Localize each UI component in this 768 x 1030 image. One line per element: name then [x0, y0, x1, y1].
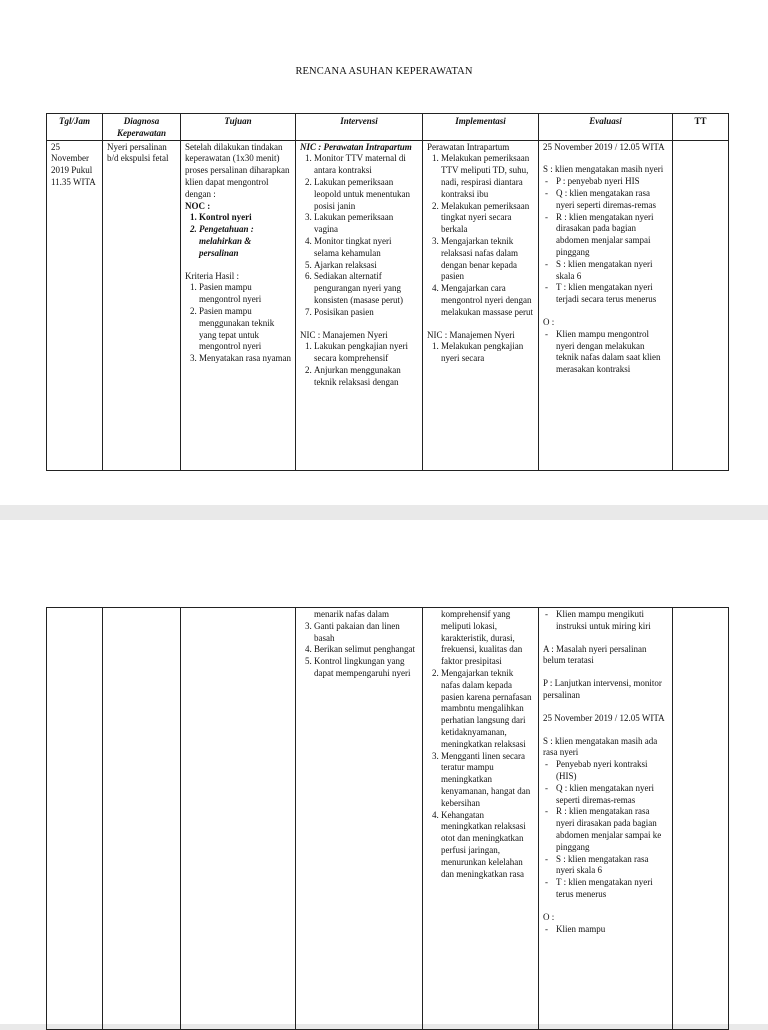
cell-tgl [47, 140, 103, 470]
cell-tujuan [181, 608, 296, 1030]
cell-tgl [47, 608, 103, 1030]
evaluasi-date: 25 November 2019 / 12.05 WITA [543, 141, 665, 152]
evaluasi-item: - Klien mampu [556, 924, 668, 936]
kriteria-item: 2. Pasien mampu menggunakan teknik yang tepat untuk mengontrol nyeri [199, 306, 291, 353]
kriteria-label: Kriteria Hasil : [185, 270, 239, 281]
cell-tt [673, 140, 729, 470]
implementasi-item: 2. Mengajarkan teknik nafas dalam kepada pasien karena pernafasan mambntu mengalihkan perhatian langsung dari ketidaknyamanan, meningkatkan relaksasi [441, 668, 534, 751]
col-header-tujuan: Tujuan [181, 114, 296, 141]
nic-label: NIC : Manajemen Nyeri [300, 329, 388, 340]
care-plan-table-continued [46, 607, 729, 1030]
intervensi-item: 5. Ajarkan relaksasi [314, 260, 418, 272]
cell-evaluasi [539, 140, 673, 470]
evaluasi-item: - Q : klien mengatakan nyeri seperti diremas-remas [556, 783, 668, 807]
intervensi-item: 5. Kontrol lingkungan yang dapat mempengaruhi nyeri [314, 656, 418, 680]
noc-label: NOC : [185, 200, 211, 211]
cell-tt [673, 608, 729, 1030]
col-header-intervensi: Intervensi [296, 114, 423, 141]
cell-diagnosa [103, 140, 181, 470]
evaluasi-subjective: S : klien mengatakan masih nyeri [543, 164, 664, 175]
evaluasi-item: - Q : klien mengatakan rasa nyeri seperti diremas-remas [556, 188, 668, 212]
implementasi-label: NIC : Manajemen Nyeri [427, 329, 515, 340]
evaluasi-item: - Penyebab nyeri kontraksi (HIS) [556, 759, 668, 783]
table-row [47, 608, 729, 1030]
evaluasi-item: - T : klien mengatakan nyeri terus menerus [556, 877, 668, 901]
implementasi-item: 3. Mengajarkan teknik relaksasi nafas dalam dengan benar kepada pasien [441, 236, 534, 283]
col-header-tgl: Tgl/Jam [47, 114, 103, 141]
cell-tujuan [181, 140, 296, 470]
implementasi-item: 2. Melakukan pemeriksaan tingkat nyeri secara berkala [441, 201, 534, 236]
intervensi-item: 7. Posisikan pasien [314, 307, 418, 319]
evaluasi-item: - T : klien mengatakan nyeri terjadi secara terus menerus [556, 282, 668, 306]
evaluasi-item: - Klien mampu mengikuti instruksi untuk miring kiri [556, 609, 668, 633]
evaluasi-item: - R : klien mengatakan nyeri dirasakan pada bagian abdomen menjalar sampai pinggang [556, 212, 668, 259]
nic-label: NIC : Perawatan Intrapartum [300, 141, 412, 152]
intervensi-item: 2. Lakukan pemeriksaan leopold untuk menentukan posisi janin [314, 177, 418, 212]
evaluasi-item: - P : penyebab nyeri HIS [556, 176, 668, 188]
tujuan-intro: Setelah dilakukan tindakan keperawatan (1x30 menit) proses persalinan diharapkan klien dapat mengontrol dengan : [185, 141, 290, 199]
intervensi-item: 2. Anjurkan menggunakan teknik relaksasi dengan [314, 365, 418, 389]
implementasi-item: 1. Melakukan pengkajian nyeri secara [441, 341, 534, 365]
cell-intervensi [296, 608, 423, 1030]
implementasi-item: 4. Kehangatan meningkatkan relaksasi otot dan meningkatkan perfusi jaringan, menurunkan kelelahan dan meningkatkan rasa [441, 810, 534, 881]
noc-item: 1. Kontrol nyeri [199, 212, 291, 224]
intervensi-item: 3. Ganti pakaian dan linen basah [314, 621, 418, 645]
implementasi-continued: komprehensif yang meliputi lokasi, karakteristik, durasi, frekuensi, kualitas dan faktor presipitasi [441, 609, 523, 667]
col-header-evaluasi: Evaluasi [539, 114, 673, 141]
evaluasi-item: - Klien mampu mengontrol nyeri dengan melakukan teknik nafas dalam saat klien merasakan kontraksi [556, 329, 668, 376]
evaluasi-item: - R : klien mengatakan rasa nyeri dirasakan pada bagian abdomen menjalar sampai ke pinggang [556, 806, 668, 853]
table-row [47, 140, 729, 470]
evaluasi-subjective: S : klien mengatakan masih ada rasa nyeri [543, 735, 658, 758]
cell-intervensi [296, 140, 423, 470]
document-title: RENCANA ASUHAN KEPERAWATAN [295, 66, 473, 77]
cell-evaluasi [539, 608, 673, 1030]
evaluasi-item: - S : klien mengatakan rasa nyeri skala 6 [556, 854, 668, 878]
diagnosa-text: Nyeri persalinan b/d ekspulsi fetal [107, 141, 169, 164]
evaluasi-objective: O : [543, 316, 555, 327]
tgl-text: 25 November 2019 Pukul 11.35 WITA [51, 141, 96, 187]
document-page-1 [0, 0, 768, 505]
implementasi-item: 4. Mengajarkan cara mengontrol nyeri dengan melakukan massase perut [441, 283, 534, 318]
col-header-implementasi: Implementasi [423, 114, 539, 141]
intervensi-item: 1. Monitor TTV maternal di antara kontraksi [314, 153, 418, 177]
header-row [47, 114, 729, 141]
evaluasi-item: - S : klien mengatakan nyeri skala 6 [556, 259, 668, 283]
evaluasi-assessment: A : Masalah nyeri persalinan belum teratasi [543, 643, 647, 666]
col-header-diagnosa: Diagnosa Keperawatan [103, 114, 181, 141]
intervensi-continued: menarik nafas dalam [314, 609, 389, 619]
kriteria-item: 3. Menyatakan rasa nyaman [199, 353, 291, 365]
implementasi-item: 1. Melakukan pemeriksaan TTV meliputi TD, suhu, nadi, respirasi diantara kontraksi ibu [441, 153, 534, 200]
cell-implementasi [423, 140, 539, 470]
intervensi-item: 4. Monitor tingkat nyeri selama kehamulan [314, 236, 418, 260]
evaluasi-date: 25 November 2019 / 12.05 WITA [543, 712, 665, 723]
evaluasi-plan: P : Lanjutkan intervensi, monitor persalinan [543, 678, 662, 700]
intervensi-item: 6. Sediakan alternatif pengurangan nyeri yang konsisten (masase perut) [314, 271, 418, 306]
implementasi-label: Perawatan Intrapartum [427, 141, 510, 152]
noc-item: 2. Pengetahuan : melahirkan & persalinan [199, 224, 291, 259]
evaluasi-objective: O : [543, 911, 555, 922]
implementasi-item: 3. Mengganti linen secara teratur mampu meningkatkan kenyamanan, hangat dan kebersihan [441, 751, 534, 810]
cell-implementasi [423, 608, 539, 1030]
kriteria-item: 1. Pasien mampu mengontrol nyeri [199, 282, 291, 306]
intervensi-item: 4. Berikan selimut penghangat [314, 644, 418, 656]
intervensi-item: 1. Lakukan pengkajian nyeri secara komprehensif [314, 341, 418, 365]
care-plan-table [46, 113, 729, 471]
intervensi-item: 3. Lakukan pemeriksaan vagina [314, 212, 418, 236]
cell-diagnosa [103, 608, 181, 1030]
col-header-tt: TT [673, 114, 729, 141]
